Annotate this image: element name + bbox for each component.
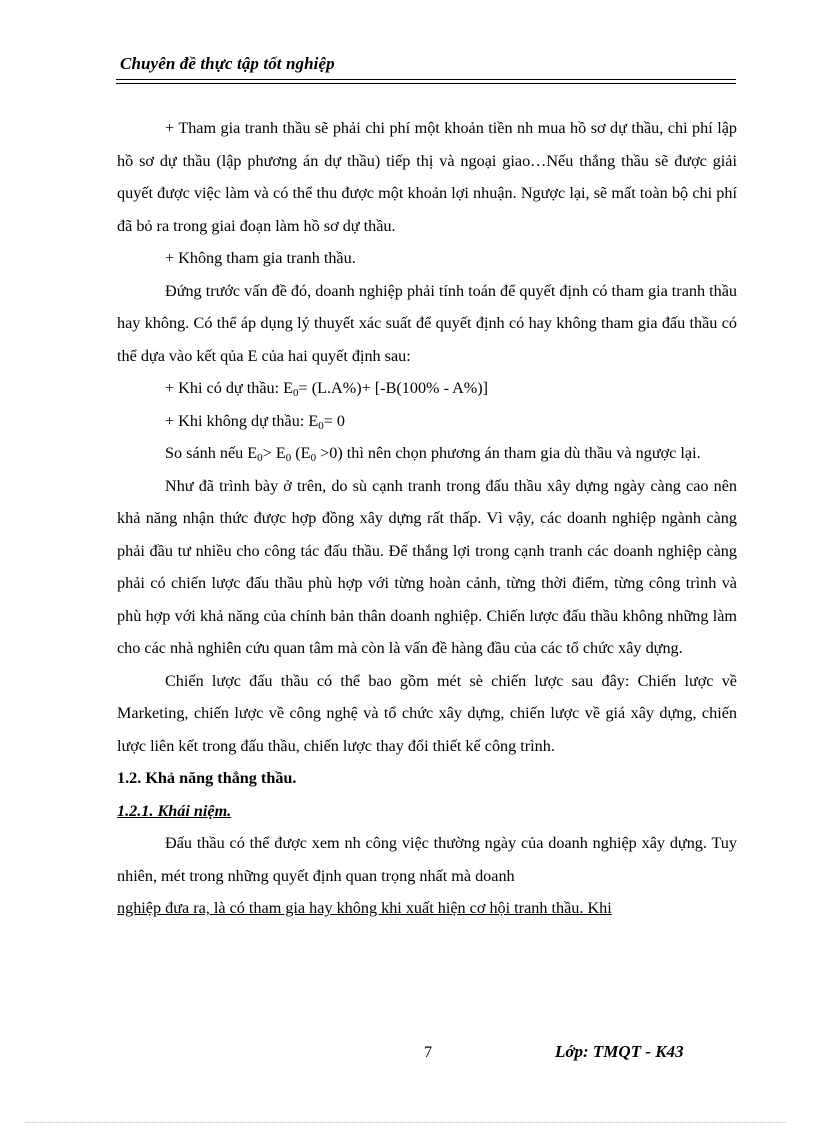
subsection-heading: 1.2.1. Khái niệm. [117, 801, 232, 820]
paragraph-comparison [117, 437, 737, 470]
paragraph-decision: Đứng trước vấn đề đó, doanh nghiệp phải tính toán để quyết định có tham gia tranh thầu hay không. Có thể áp dụng lý thuyết xác suất để quyết định có hay không tham gia đấu thầu có thể dựa vào kết qủa E của hai quyết định sau: [117, 281, 737, 365]
paragraph-no-tender: + Không tham gia tranh thầu. [165, 249, 356, 267]
formula-with-tender [117, 372, 737, 405]
page-header-title: Chuyên đề thực tập tốt nghiệp [120, 54, 335, 73]
subscript: 0 [310, 452, 317, 464]
paragraph-competition: Như đã trình bày ở trên, do sù cạnh tranh trong đấu thầu xây dựng ngày càng cao nên khả năng nhận thức được hợp đồng xây dựng rất thấp. Vì vậy, các doanh nghiệp ngành càng phải đầu tư nhiều cho công tác đấu thầu. Để thắng lợi trong cạnh tranh các doanh nghiệp càng phải có chiến lược đấu thầu phù hợp với từng hoàn cảnh, từng thời điểm, từng công trình và phù hợp với khả năng của chính bản thân doanh nghiệp. Chiến lược đấu thầu không những làm cho các nhà nghiên cứu quan tâm mà còn là vấn đề hàng đầu của các tổ chức xây dựng. [117, 476, 737, 657]
formula-text: = (L.A%)+ [-B(100% - A%)] [298, 379, 489, 397]
header-rule-thick [116, 79, 736, 80]
subscript: 0 [318, 419, 324, 432]
subscript: 0 [257, 452, 263, 464]
header-rule-thin [116, 83, 736, 84]
paragraph-strategies: Chiến lược đấu thầu có thể bao gồm mét sè chiến lược sau đây: Chiến lược về Marketing, chiến lược về công nghệ và tổ chức xây dựng, chiến lược về giá xây dựng, chiến lược liên kết trong đấu thầu, chiến lược thay đổi thiết kế công trình. [117, 671, 737, 755]
formula-without-tender [117, 405, 737, 438]
formula-text: So sánh nếu E [165, 444, 258, 462]
formula-text: + Khi có dự thầu: E [165, 379, 294, 397]
formula-text: > E [262, 444, 286, 462]
document-body [117, 112, 737, 925]
paragraph-concept-underlined: nghiệp đưa ra, là có tham gia hay không khi xuất hiện cơ hội tranh thầu. Khi [117, 899, 612, 917]
paragraph-tender-cost: + Tham gia tranh thầu sẽ phải chi phí một khoản tiền nh mua hồ sơ dự thầu, chi phí lập hồ sơ dự thầu (lập phương án dự thầu) tiếp thị và ngoại giao…Nếu thắng thầu sẽ được giải quyết được việc làm và có thể thu được một khoản lợi nhuận. Ngược lại, sẽ mất toàn bộ chi phí đã bỏ ra trong giai đoạn làm hồ sơ dự thầu. [117, 119, 737, 235]
paragraph-concept: Đấu thầu có thể được xem nh công việc thường ngày của doanh nghiệp xây dựng. Tuy nhiên, mét trong những quyết định quan trọng nhất mà doanh [117, 834, 737, 885]
formula-text: = 0 [323, 411, 346, 430]
formula-text: (E [291, 444, 311, 462]
subscript: 0 [293, 387, 299, 399]
subscript: 0 [285, 452, 292, 464]
formula-text: >0) thì nên chọn phương án tham gia dù thầu và ngược lại. [316, 444, 701, 462]
section-heading: 1.2. Khả năng thắng thầu. [117, 769, 297, 787]
footer-class-label: Lớp: TMQT - K43 [555, 1042, 684, 1061]
page-number: 7 [424, 1043, 433, 1061]
formula-text: + Khi không dự thầu: E [165, 411, 319, 430]
